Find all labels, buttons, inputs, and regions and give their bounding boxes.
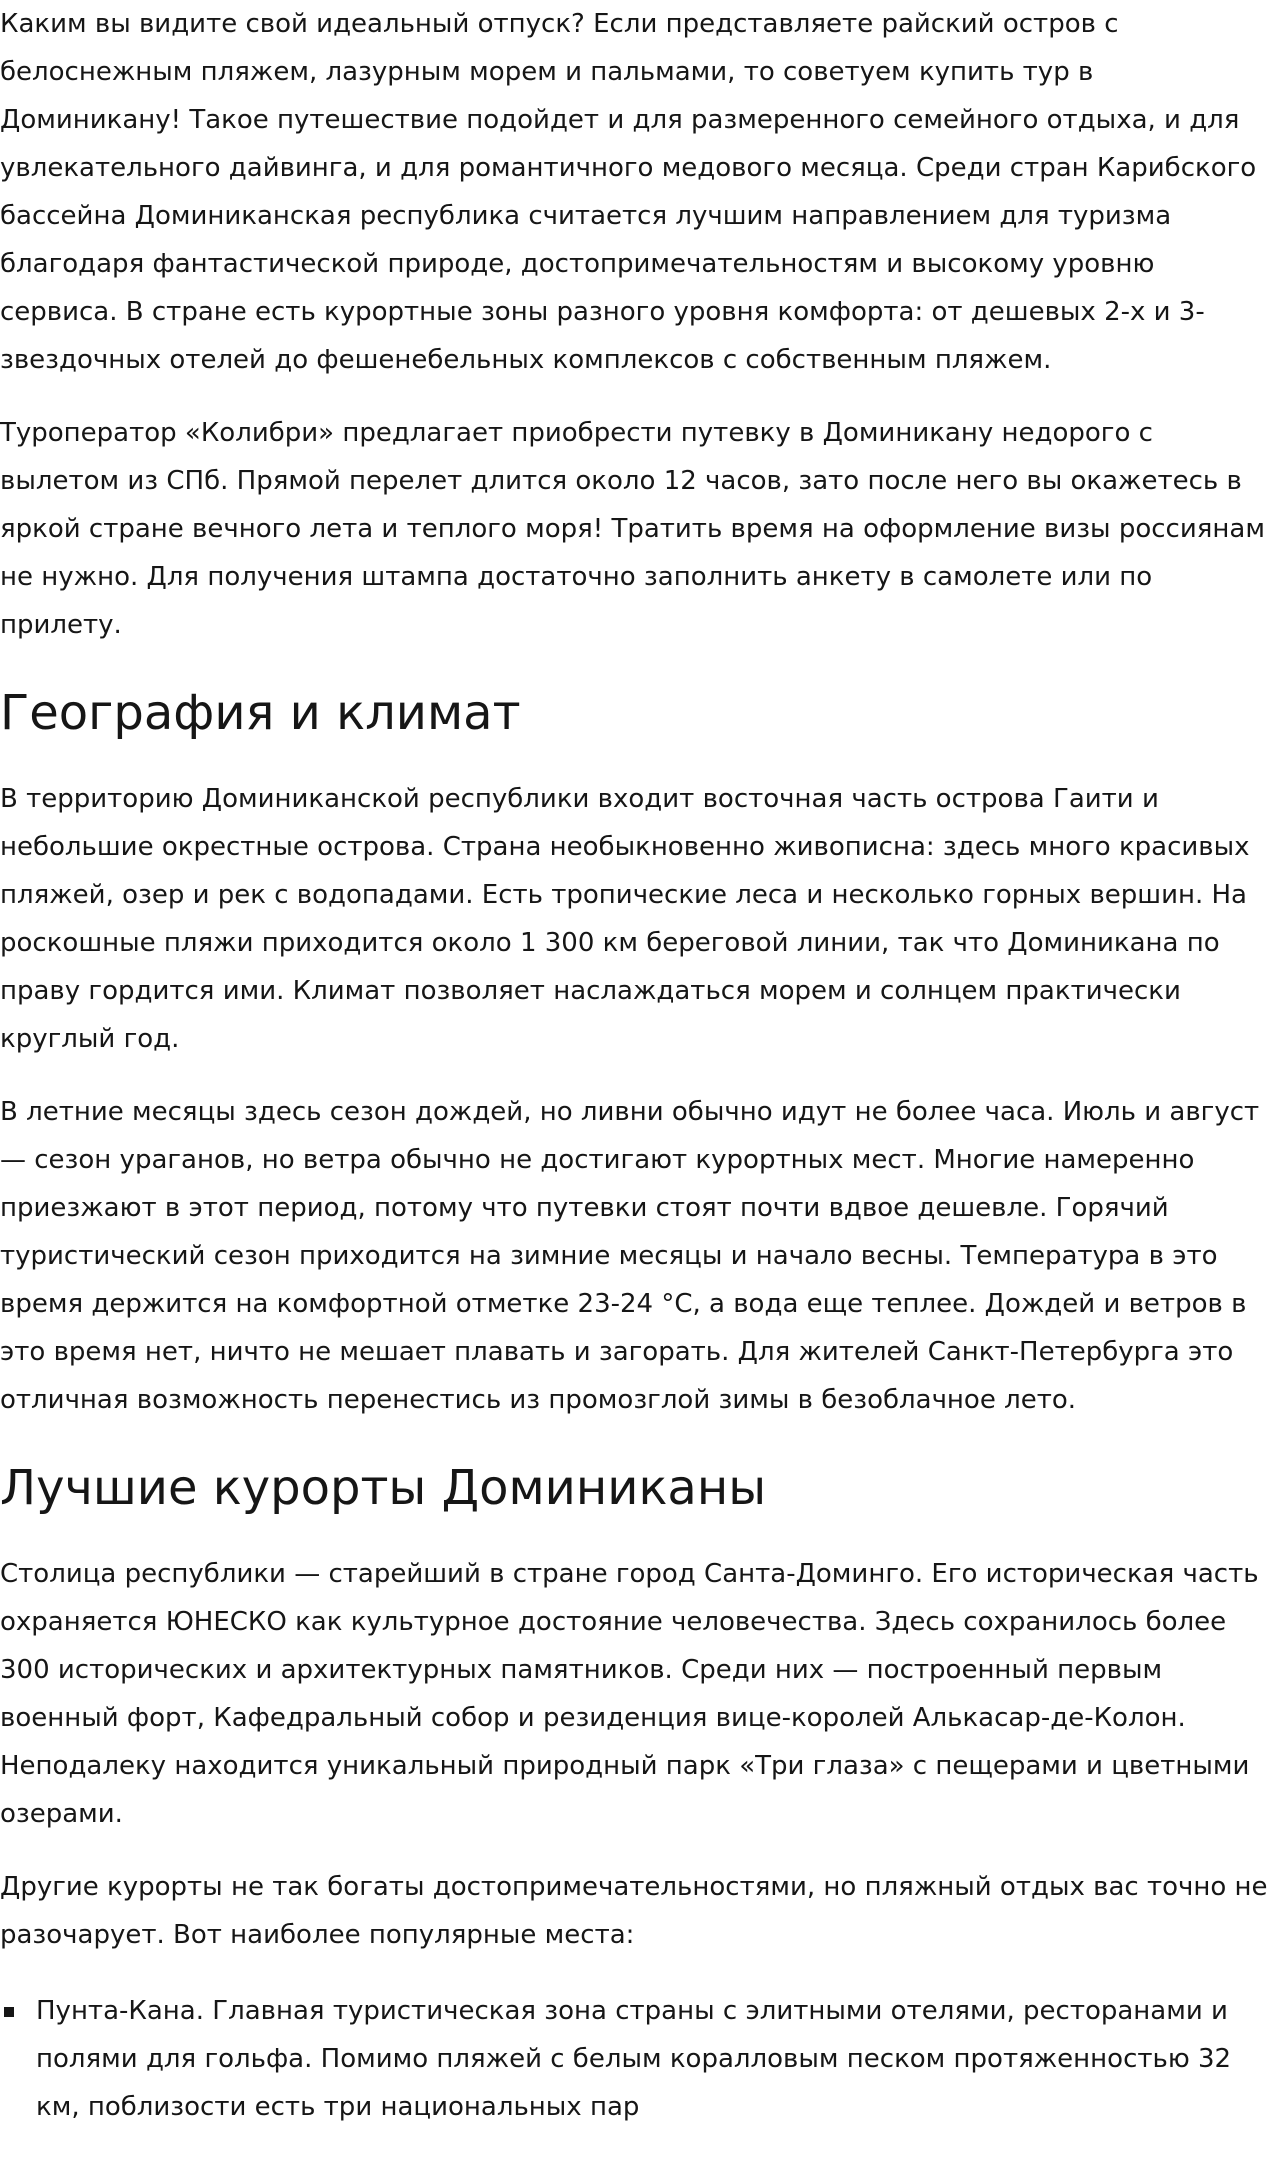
resorts-paragraph-2: Другие курорты не так богаты достопримечательностями, но пляжный отдых вас точно не разочарует. Вот наиболее популярные места: [0, 1872, 1268, 1950]
geography-paragraph-2: В летние месяцы здесь сезон дождей, но ливни обычно идут не более часа. Июль и август — сезон ураганов, но ветра обычно не достигают курортных мест. Многие намеренно приезжают в этот период, потому что путевки стоят почти вдвое дешевле. Горячий туристический сезон приходится на зимние месяцы и начало весны. Температура в это время держится на комфортной отметке 23-24 °С, а вода еще теплее. Дождей и ветров в это время нет, ничто не мешает плавать и загорать. Для жителей Санкт-Петербурга это отличная возможность перенестись из промозглой зимы в безоблачное лето. [0, 1097, 1260, 1415]
intro-paragraph-2: Туроператор «Колибри» предлагает приобрести путевку в Доминикану недорого с вылетом из СПб. Прямой перелет длится около 12 часов, зато после него вы окажетесь в яркой стране вечного лета и теплого моря! Тратить время на оформление визы россиянам не нужно. Для получения штампа достаточно заполнить анкету в самолете или по прилету. [0, 418, 1265, 640]
resorts-paragraph-1: Столица республики — старейший в стране город Санта-Доминго. Его историческая часть охраняется ЮНЕСКО как культурное достояние человечества. Здесь сохранилось более 300 исторических и архитектурных памятников. Среди них — построенный первым военный форт, Кафедральный собор и резиденция вице-королей Алькасар-де-Колон. Неподалеку находится уникальный природный парк «Три глаза» с пещерами и цветными озерами. [0, 1559, 1259, 1829]
intro-paragraph-1: Каким вы видите свой идеальный отпуск? Если представляете райский остров с белоснежным пляжем, лазурным морем и пальмами, то советуем купить тур в Доминикану! Такое путешествие подойдет и для размеренного семейного отдыха, и для увлекательного дайвинга, и для романтичного медового месяца. Среди стран Карибского бассейна Доминиканская республика считается лучшим направлением для туризма благодаря фантастической природе, достопримечательностям и высокому уровню сервиса. В стране есть курортные зоны разного уровня комфорта: от дешевых 2-х и 3-звездочных отелей до фешенебельных комплексов с собственным пляжем. [0, 9, 1257, 375]
square-bullet-icon [4, 2007, 14, 2017]
geography-paragraph-1: В территорию Доминиканской республики входит восточная часть острова Гаити и небольшие окрестные острова. Страна необыкновенно живописна: здесь много красивых пляжей, озер и рек с водопадами. Есть тропические леса и несколько горных вершин. На роскошные пляжи приходится около 1 300 км береговой линии, так что Доминикана по праву гордится ими. Климат позволяет наслаждаться морем и солнцем практически круглый год. [0, 784, 1250, 1054]
list-item-text: Пунта-Кана. Главная туристическая зона страны с элитными отелями, ресторанами и полями для гольфа. Помимо пляжей с белым коралловым песком протяженностью 32 км, поблизости есть три национальных пар [36, 1996, 1232, 2122]
resorts-list [0, 1987, 1270, 2131]
list-item [0, 1987, 1270, 2131]
geography-heading: География и климат [0, 685, 521, 741]
resorts-heading: Лучшие курорты Доминиканы [0, 1460, 767, 1516]
